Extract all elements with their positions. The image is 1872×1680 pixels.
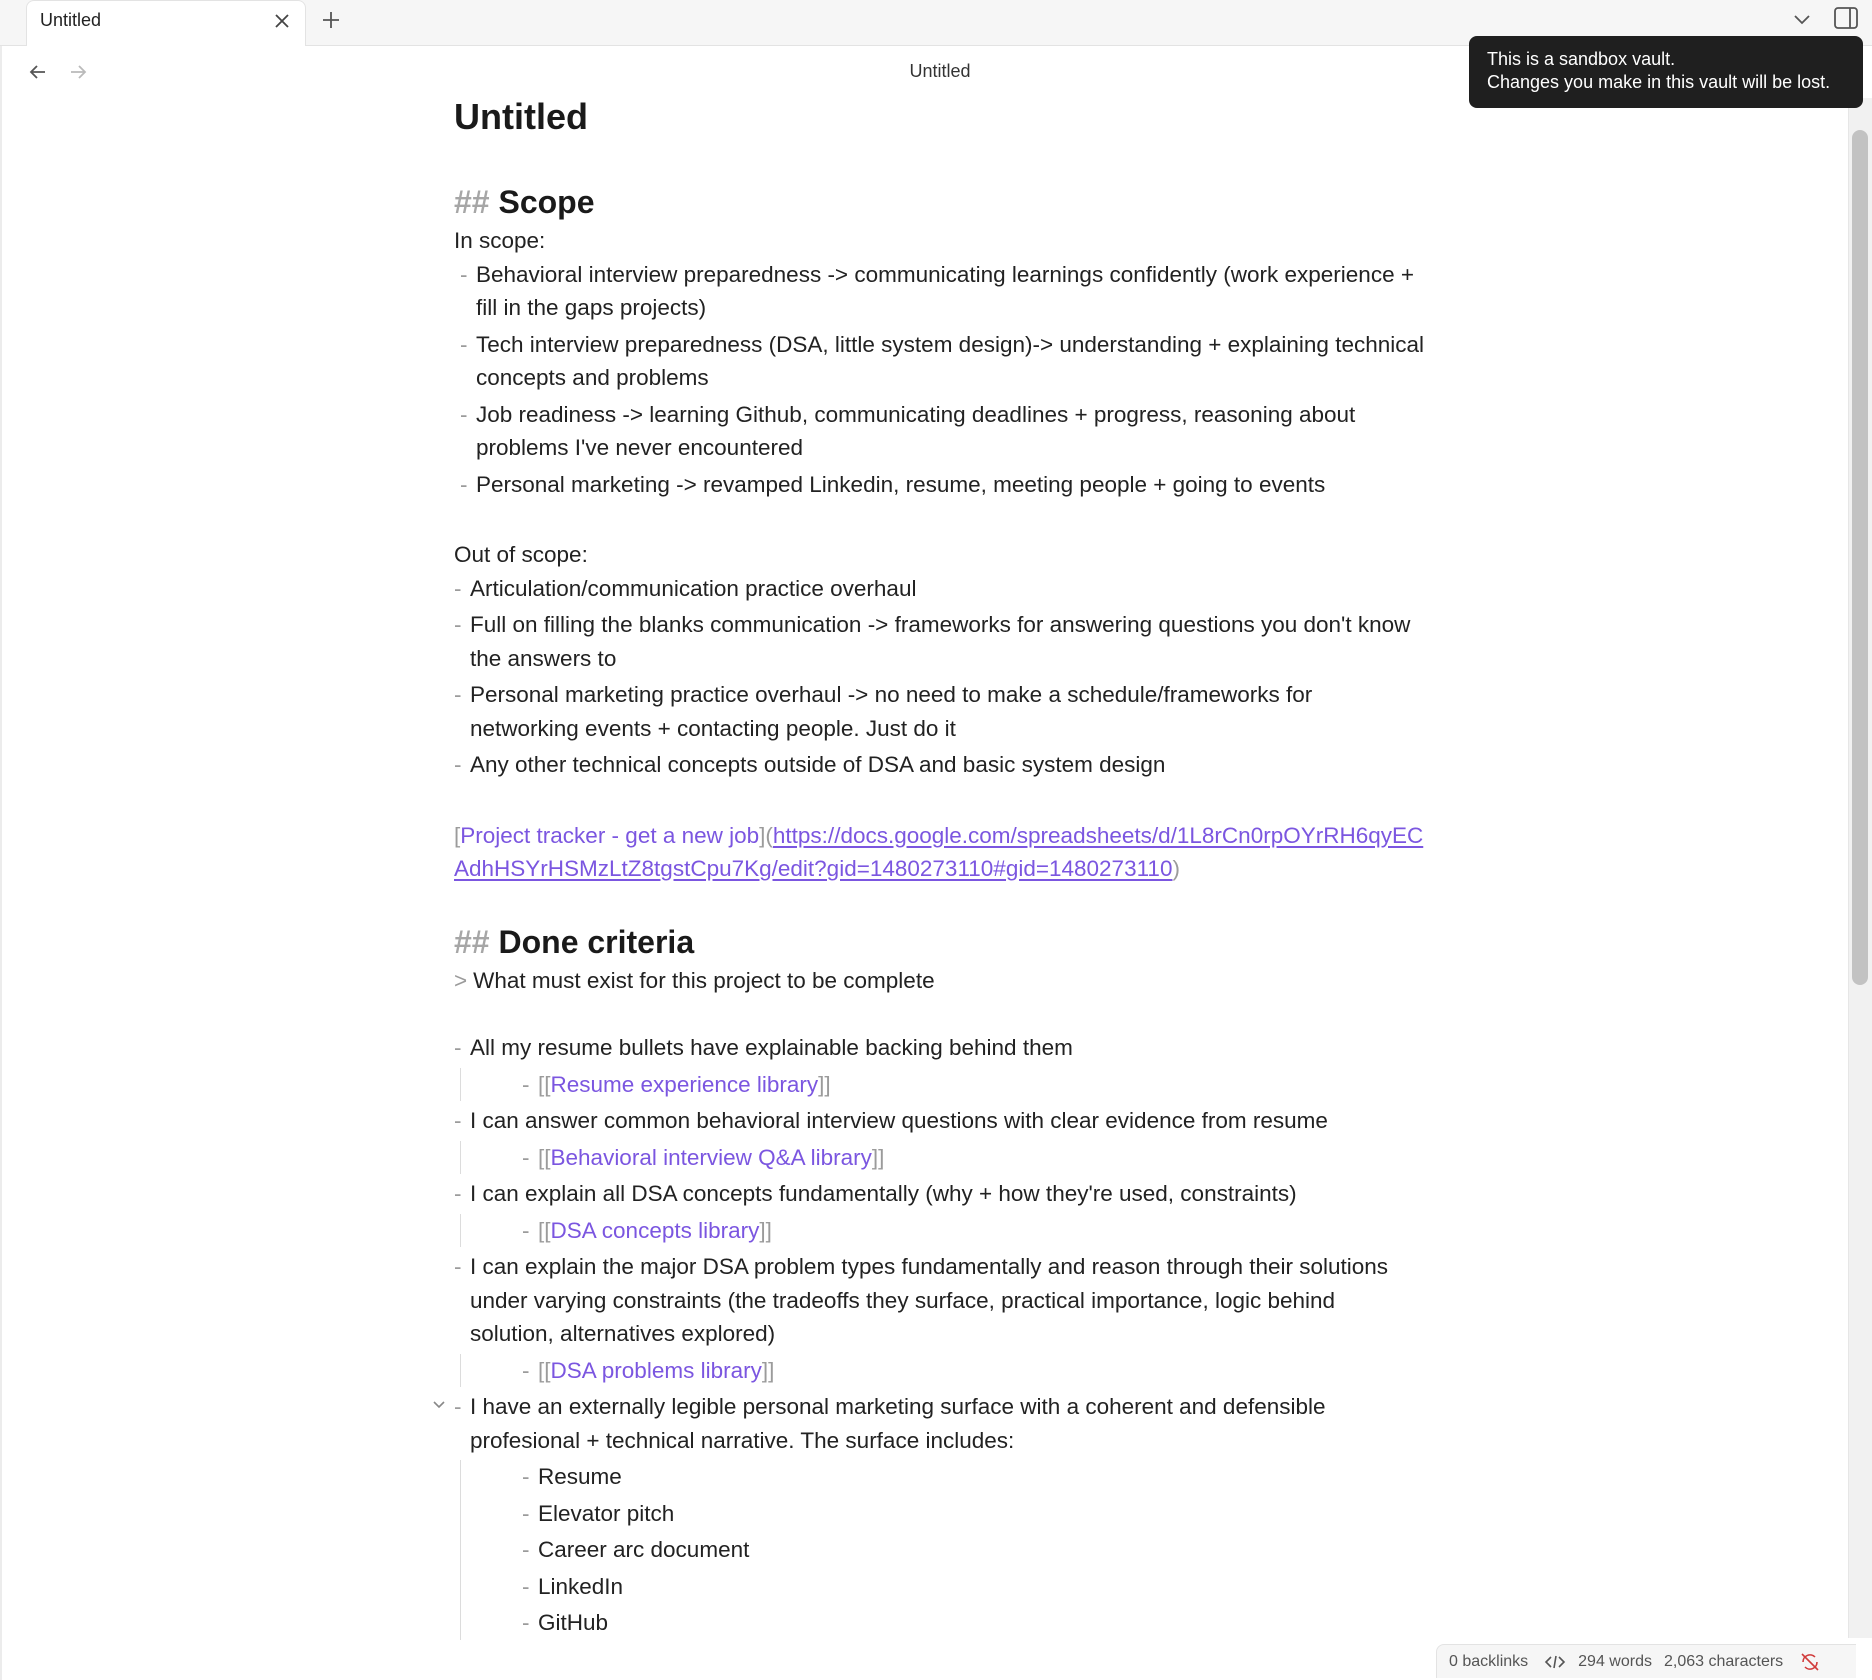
- backlinks-count[interactable]: 0 backlinks: [1449, 1652, 1529, 1670]
- list-item[interactable]: - [[Behavioral interview Q&A library]]: [522, 1144, 885, 1170]
- list-item[interactable]: - GitHub: [522, 1610, 609, 1635]
- word-count: 294 words: [1578, 1652, 1652, 1670]
- sync-off-icon[interactable]: [1799, 1651, 1821, 1673]
- list-item[interactable]: - I have an externally legible personal marketing surface with a coherent and defensible profesional + technical narrative. The surface includes:: [454, 1390, 1424, 1457]
- list-item[interactable]: - Tech interview preparedness (DSA, little system design)-> understanding + explaining technical concepts and problems: [460, 331, 1424, 390]
- heading-text: Done criteria: [498, 923, 695, 960]
- in-scope-label[interactable]: In scope:: [454, 228, 546, 253]
- heading-text: Scope: [498, 184, 595, 220]
- list-item[interactable]: - Any other technical concepts outside of DSA and basic system design: [454, 752, 1166, 777]
- plus-icon[interactable]: [319, 8, 343, 32]
- close-icon[interactable]: [273, 12, 291, 30]
- code-icon[interactable]: [1544, 1653, 1566, 1671]
- note-title[interactable]: Untitled: [454, 96, 588, 137]
- tab-label: Untitled: [40, 10, 102, 30]
- list-item[interactable]: - Career arc document: [522, 1537, 750, 1562]
- internal-link[interactable]: Behavioral interview Q&A library: [550, 1144, 872, 1170]
- list-item[interactable]: - Elevator pitch: [522, 1500, 675, 1526]
- list-item[interactable]: - LinkedIn: [522, 1573, 624, 1599]
- list-item[interactable]: - I can explain all DSA concepts fundamentally (why + how they're used, constraints): [454, 1181, 1297, 1206]
- character-count: 2,063 characters: [1663, 1652, 1784, 1670]
- sandbox-notice-line2: Changes you make in this vault will be lost.: [1487, 72, 1831, 92]
- list-item[interactable]: - [[Resume experience library]]: [522, 1071, 831, 1097]
- internal-link[interactable]: DSA problems library: [550, 1357, 762, 1383]
- project-tracker-link[interactable]: [Project tracker - get a new job](https://docs.google.com/spreadsheets/d/1L8rCn0rpOYrRH6qyECAdhHSYrHSMzLtZ8tgstCpu7Kg/edit?gid=1480273110#gid=1480273110): [454, 822, 1424, 881]
- chevron-down-icon[interactable]: [1791, 8, 1813, 30]
- nested-list: [460, 1354, 1424, 1388]
- nested-list: [460, 1460, 1424, 1640]
- list-item[interactable]: - Articulation/communication practice overhaul: [454, 575, 917, 601]
- list-item[interactable]: - Resume: [522, 1464, 622, 1489]
- internal-link[interactable]: DSA concepts library: [550, 1217, 760, 1243]
- list-item[interactable]: - I can answer common behavioral interview questions with clear evidence from resume: [454, 1108, 1328, 1133]
- out-scope-label[interactable]: Out of scope:: [454, 542, 588, 567]
- list-item[interactable]: - All my resume bullets have explainable backing behind them: [454, 1035, 1073, 1060]
- list-item[interactable]: - [[DSA concepts library]]: [522, 1217, 772, 1243]
- heading-scope[interactable]: [454, 180, 1424, 224]
- sandbox-notice: [1469, 36, 1863, 108]
- note-editor[interactable]: [454, 86, 1424, 1643]
- left-edge: [0, 46, 2, 1680]
- external-link-url[interactable]: https://docs.google.com/spreadsheets/d/1L8rCn0rpOYrRH6qyECAdhHSYrHSMzLtZ8tgstCpu7Kg/edit?gid=1480273110#gid=1480273110: [454, 822, 1424, 881]
- nested-list: [460, 1141, 1424, 1175]
- heading-markdown-mark: ##: [454, 923, 490, 960]
- list-item[interactable]: - Full on filling the blanks communication -> frameworks for answering questions you don't know the answers to: [454, 612, 1411, 671]
- list-item[interactable]: - I can explain the major DSA problem types fundamentally and reason through their solutions under varying constraints (the tradeoffs they surface, practical importance, logic behind solution, alternatives explored): [454, 1254, 1389, 1346]
- nested-list: [460, 1068, 1424, 1102]
- sandbox-notice-line1: This is a sandbox vault.: [1487, 49, 1676, 69]
- status-bar: [1436, 1644, 1856, 1678]
- internal-link[interactable]: Resume experience library: [550, 1071, 819, 1097]
- list-item[interactable]: - Personal marketing -> revamped Linkedin, resume, meeting people + going to events: [460, 471, 1326, 497]
- sidebar-toggle-icon[interactable]: [1833, 6, 1859, 30]
- nested-list: [460, 1214, 1424, 1248]
- list-item[interactable]: - Behavioral interview preparedness -> communicating learnings confidently (work experience + fill in the gaps projects): [460, 261, 1414, 320]
- scrollbar-thumb[interactable]: [1852, 130, 1868, 985]
- list-item[interactable]: - [[DSA problems library]]: [522, 1357, 775, 1383]
- blockquote[interactable]: > What must exist for this project to be complete: [454, 967, 935, 993]
- view-header-title[interactable]: Untitled: [909, 61, 971, 81]
- heading-done-criteria[interactable]: [454, 920, 1424, 964]
- list-item[interactable]: - Job readiness -> learning Github, communicating deadlines + progress, reasoning about problems I've never encountered: [460, 401, 1356, 460]
- tab-untitled[interactable]: [26, 0, 306, 46]
- list-item[interactable]: - Personal marketing practice overhaul -> no need to make a schedule/frameworks for networking events + contacting people. Just do it: [454, 682, 1313, 741]
- link-text[interactable]: Project tracker - get a new job: [460, 822, 760, 848]
- chevron-down-icon[interactable]: [430, 1396, 448, 1414]
- heading-markdown-mark: ##: [454, 184, 490, 220]
